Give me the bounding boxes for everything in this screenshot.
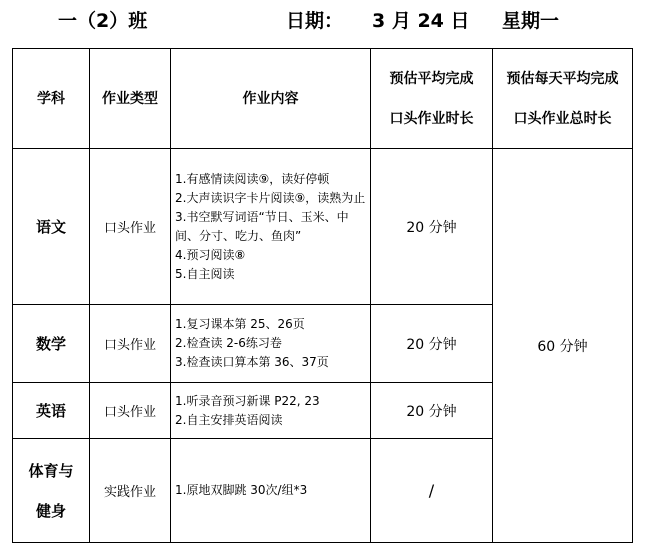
content-item: 1.复习课本第 25、26页 [175, 317, 305, 331]
content-item: 2.自主安排英语阅读 [175, 412, 283, 427]
type-cell: 实践作业 [90, 439, 171, 543]
subject-cell: 英语 [13, 383, 90, 439]
header-type: 作业类型 [90, 49, 171, 149]
header-total-time [493, 49, 633, 149]
content-item: 3.检查读口算本第 36、37页 [175, 355, 329, 369]
duration-cell: 20 分钟 [371, 149, 493, 305]
content-item: 1.原地双脚跳 30次/组*3 [175, 483, 308, 497]
weekday: 星期一 [502, 10, 560, 32]
content-cell [171, 383, 371, 439]
header-avg-time-line1: 预估平均完成 [389, 70, 474, 87]
type-cell: 口头作业 [90, 149, 171, 305]
header-total-time-line1: 预估每天平均完成 [506, 70, 619, 87]
class-name: 一（2）班 [58, 10, 148, 32]
duration-cell: 20 分钟 [371, 305, 493, 383]
page-header [0, 0, 647, 40]
header-avg-time-line2: 口头作业时长 [389, 110, 474, 127]
homework-table [12, 48, 633, 543]
content-item: 2.检查读 2-6练习卷 [175, 336, 282, 350]
content-cell [171, 305, 371, 383]
subject-cell: 语文 [13, 149, 90, 305]
subject-cell: 数学 [13, 305, 90, 383]
content-item: 5.自主阅读 [175, 266, 235, 281]
content-item: 2.大声读识字卡片阅读⑨，读熟为止 [175, 190, 366, 205]
total-time-cell: 60 分钟 [493, 149, 633, 543]
content-item: 1.有感情读阅读⑨，读好停顿 [175, 171, 330, 186]
date-label: 日期： [286, 10, 344, 32]
duration-cell: 20 分钟 [371, 383, 493, 439]
content-item: 1.听录音预习新课 P22, 23 [175, 393, 320, 408]
table-row [13, 149, 633, 305]
subject-line2: 健身 [35, 501, 66, 520]
header-avg-time [371, 49, 493, 149]
header-row [13, 49, 633, 149]
content-cell [171, 149, 371, 305]
subject-cell [13, 439, 90, 543]
header-subject: 学科 [13, 49, 90, 149]
content-item: 3.书空默写词语“节日、玉米、中间、分寸、吃力、鱼肉” [175, 209, 349, 243]
subject-line1: 体育与 [28, 461, 74, 480]
header-total-time-line2: 口头作业总时长 [513, 110, 612, 127]
type-cell: 口头作业 [90, 305, 171, 383]
type-cell: 口头作业 [90, 383, 171, 439]
date-value: 3 月 24 日 [372, 10, 470, 32]
header-content: 作业内容 [171, 49, 371, 149]
duration-cell: / [371, 439, 493, 543]
content-cell [171, 439, 371, 543]
content-item: 4.预习阅读⑧ [175, 247, 246, 262]
